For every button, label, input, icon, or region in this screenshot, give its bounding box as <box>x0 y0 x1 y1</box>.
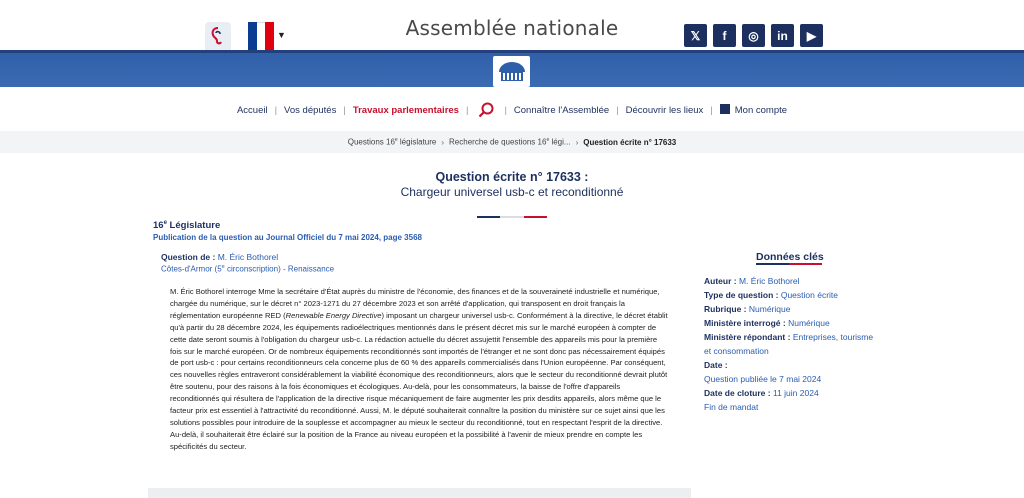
nav-separator: | <box>616 104 619 116</box>
breadcrumb-chevron-icon: › <box>575 137 579 147</box>
legislature-label: 16e Législature <box>153 220 221 232</box>
question-author: Question de : M. Éric Bothorel <box>161 252 279 262</box>
nav-separator: | <box>343 104 346 116</box>
nav-separator: | <box>504 104 507 116</box>
account-icon <box>720 104 730 114</box>
key-data-title: Données clés <box>756 251 824 263</box>
main-nav <box>0 98 1024 122</box>
nav-accueil[interactable]: Accueil <box>236 104 268 116</box>
search-icon[interactable] <box>465 102 507 118</box>
author-link[interactable]: M. Éric Bothorel <box>217 252 279 262</box>
nav-separator: | <box>465 104 469 116</box>
circonscription: Côtes-d'Armor (5e circonscription) - Renaissance <box>161 264 335 274</box>
instagram-icon[interactable]: ◎ <box>742 24 765 47</box>
publication-info: Publication de la question au Journal Officiel du 7 mai 2024, page 3568 <box>153 233 422 242</box>
chevron-down-icon[interactable]: ▼ <box>277 30 286 40</box>
auteur-link[interactable]: M. Éric Bothorel <box>738 276 800 286</box>
youtube-icon[interactable]: ▶ <box>800 24 823 47</box>
assemblee-logo-icon[interactable] <box>493 56 530 87</box>
top-header <box>0 0 1024 50</box>
nav-connaitre[interactable]: Connaître l'Assemblée <box>513 104 610 116</box>
breadcrumb-chevron-icon: › <box>441 137 445 147</box>
nav-separator: | <box>710 104 713 116</box>
nav-vos-deputes[interactable]: Vos députés <box>284 104 337 116</box>
breadcrumb-current: Question écrite n° 17633 <box>583 137 677 147</box>
key-data-panel: Auteur : M. Éric Bothorel Type de question : Question écrite Rubrique : Numérique Ministère interrogé : Numérique Ministère répondant : Entreprises, tourisme et consommation Date : Question publiée le 7 mai 2024 Date de cloture : 11 juin 2024 Fin de mandat <box>704 276 874 412</box>
breadcrumb-item-questions[interactable]: Questions 16e législature <box>347 137 437 147</box>
nav-mon-compte-label: Mon compte <box>734 105 788 116</box>
breadcrumb <box>0 131 1024 153</box>
site-title[interactable]: Assemblée nationale <box>405 16 619 40</box>
date-publication-link[interactable]: 7 mai 2024 <box>779 374 822 384</box>
page-subtitle: Chargeur universel usb-c et reconditionné <box>400 185 624 199</box>
nav-decouvrir[interactable]: Découvrir les lieux <box>625 104 704 116</box>
breadcrumb-item-recherche[interactable]: Recherche de questions 16e légi... <box>449 137 571 147</box>
page-title: Question écrite n° 17633 : <box>435 170 589 184</box>
linkedin-icon[interactable]: in <box>771 24 794 47</box>
x-twitter-icon[interactable]: 𝕏 <box>684 24 707 47</box>
nav-separator: | <box>274 104 278 116</box>
nav-travaux-parlementaires[interactable]: Travaux parlementaires <box>352 104 459 116</box>
answer-panel <box>148 488 691 498</box>
facebook-icon[interactable]: f <box>713 24 736 47</box>
social-links <box>684 24 823 47</box>
nav-mon-compte[interactable] <box>713 104 794 116</box>
tricolor-divider <box>477 216 547 218</box>
question-body: M. Éric Bothorel interroge Mme la secrétaire d'État auprès du ministre de l'économie, des finances et de la souveraineté industrielle et numérique, chargée du numérique, sur le décret n° 2023-1271 du 27 décembre 2023 et son arrêté d'application, qui transposent en droit français la réglementation européenne RED (Renewable Energy Directive) imposant un chargeur universel usb-c. Conformément à la directive, le décret établit qu'à partir du 28 décembre 2024, les équipements radioélectriques mentionnés dans le présent décret mis sur le marché européen à compter de cette date seront soumis à l'obligation du chargeur usb-c. La rédaction actuelle du décret assujettit l'ensemble des appareils mis pour la première fois sur le marché européen. Or de nombreux équipements reconditionnés sont importés de l'étranger et ne sont donc pas nécessairement équipés de port usb-c : pour certains reconditionneurs cela concerne plus de 60 % des appareils commercialisés dans l'Union européenne. Par conséquent, ces nouvelles règles entraveront considérablement la viabilité économique des reconditionneurs, alors que le secteur du reconditionné devrait plutôt être soutenu, pour des raisons à la fois économiques et écologiques. Au-delà, pour les consommateurs, la baisse de l'offre d'appareils reconditionnés qui résultera de l'application de la directive risque mécaniquement de faire augmenter les prix desdits appareils, alors même que le facteur prix est essentiel à l'attractivité du reconditionné. Aussi, M. le député souhaiterait connaître la position du ministère sur ce sujet ainsi que les solutions possibles pour introduire de la souplesse et accompagner au mieux le secteur du reconditionné, tout en respectant l'esprit de la directive. Au-delà, il souhaiterait être éclairé sur la position de la France au niveau européen et la possibilité à l'avenir de mieux prendre en compte les spécificités du secteur. <box>170 287 668 451</box>
key-data-underline <box>756 263 822 265</box>
rubrique-link[interactable]: Numérique <box>748 304 791 314</box>
